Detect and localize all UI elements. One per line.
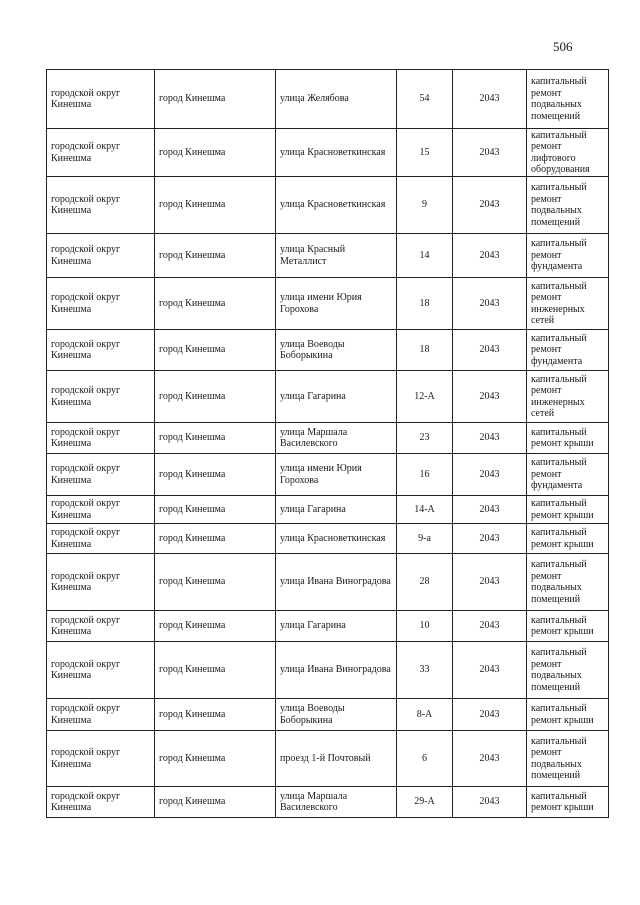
house-number-cell: 29-А: [397, 787, 453, 818]
table-row: [47, 554, 609, 611]
work-type-cell: капитальный ремонт подвальных помещений: [527, 554, 609, 611]
work-type-cell: капитальный ремонт фундамента: [527, 454, 609, 496]
year-cell: 2043: [453, 554, 527, 611]
table-row: [47, 524, 609, 554]
year-cell: 2043: [453, 70, 527, 129]
street-cell: улица имени Юрия Горохова: [276, 454, 397, 496]
street-cell: улица Гагарина: [276, 496, 397, 524]
year-cell: 2043: [453, 454, 527, 496]
year-cell: 2043: [453, 330, 527, 371]
settlement-cell: город Кинешма: [155, 524, 276, 554]
street-cell: улица Гагарина: [276, 611, 397, 642]
municipality-cell: городской округ Кинешма: [47, 177, 155, 234]
table-row: [47, 129, 609, 177]
year-cell: 2043: [453, 423, 527, 454]
work-type-cell: капитальный ремонт подвальных помещений: [527, 731, 609, 787]
house-number-cell: 18: [397, 330, 453, 371]
work-type-cell: капитальный ремонт подвальных помещений: [527, 70, 609, 129]
settlement-cell: город Кинешма: [155, 177, 276, 234]
street-cell: проезд 1-й Почтовый: [276, 731, 397, 787]
settlement-cell: город Кинешма: [155, 642, 276, 699]
table-row: [47, 371, 609, 423]
page-number: 506: [553, 39, 573, 54]
table-row: [47, 699, 609, 731]
year-cell: 2043: [453, 234, 527, 278]
municipality-cell: городской округ Кинешма: [47, 423, 155, 454]
settlement-cell: город Кинешма: [155, 699, 276, 731]
settlement-cell: город Кинешма: [155, 454, 276, 496]
municipality-cell: городской округ Кинешма: [47, 330, 155, 371]
year-cell: 2043: [453, 787, 527, 818]
street-cell: улица Воеводы Боборыкина: [276, 699, 397, 731]
table-row: [47, 278, 609, 330]
work-type-cell: капитальный ремонт фундамента: [527, 330, 609, 371]
settlement-cell: город Кинешма: [155, 278, 276, 330]
year-cell: 2043: [453, 129, 527, 177]
work-type-cell: капитальный ремонт фундамента: [527, 234, 609, 278]
street-cell: улица Гагарина: [276, 371, 397, 423]
settlement-cell: город Кинешма: [155, 330, 276, 371]
municipality-cell: городской округ Кинешма: [47, 496, 155, 524]
settlement-cell: город Кинешма: [155, 129, 276, 177]
house-number-cell: 6: [397, 731, 453, 787]
work-type-cell: капитальный ремонт подвальных помещений: [527, 177, 609, 234]
year-cell: 2043: [453, 611, 527, 642]
house-number-cell: 15: [397, 129, 453, 177]
street-cell: улица Ивана Виноградова: [276, 642, 397, 699]
settlement-cell: город Кинешма: [155, 787, 276, 818]
year-cell: 2043: [453, 731, 527, 787]
year-cell: 2043: [453, 524, 527, 554]
municipality-cell: городской округ Кинешма: [47, 70, 155, 129]
street-cell: улица Желябова: [276, 70, 397, 129]
street-cell: улица имени Юрия Горохова: [276, 278, 397, 330]
house-number-cell: 16: [397, 454, 453, 496]
municipality-cell: городской округ Кинешма: [47, 731, 155, 787]
municipality-cell: городской округ Кинешма: [47, 278, 155, 330]
house-number-cell: 14: [397, 234, 453, 278]
house-number-cell: 23: [397, 423, 453, 454]
house-number-cell: 28: [397, 554, 453, 611]
table-row: [47, 330, 609, 371]
year-cell: 2043: [453, 177, 527, 234]
street-cell: улица Красноветкинская: [276, 524, 397, 554]
table-row: [47, 423, 609, 454]
work-type-cell: капитальный ремонт крыши: [527, 787, 609, 818]
house-number-cell: 14-А: [397, 496, 453, 524]
settlement-cell: город Кинешма: [155, 371, 276, 423]
municipality-cell: городской округ Кинешма: [47, 371, 155, 423]
municipality-cell: городской округ Кинешма: [47, 234, 155, 278]
work-type-cell: капитальный ремонт крыши: [527, 496, 609, 524]
municipality-cell: городской округ Кинешма: [47, 611, 155, 642]
house-number-cell: 8-А: [397, 699, 453, 731]
municipality-cell: городской округ Кинешма: [47, 787, 155, 818]
house-number-cell: 12-А: [397, 371, 453, 423]
year-cell: 2043: [453, 642, 527, 699]
street-cell: улица Ивана Виноградова: [276, 554, 397, 611]
settlement-cell: город Кинешма: [155, 70, 276, 129]
municipality-cell: городской округ Кинешма: [47, 642, 155, 699]
settlement-cell: город Кинешма: [155, 496, 276, 524]
work-type-cell: капитальный ремонт крыши: [527, 524, 609, 554]
house-number-cell: 54: [397, 70, 453, 129]
repair-schedule-table: [46, 69, 609, 818]
table-row: [47, 787, 609, 818]
table-row: [47, 177, 609, 234]
work-type-cell: капитальный ремонт инженерных сетей: [527, 371, 609, 423]
settlement-cell: город Кинешма: [155, 611, 276, 642]
municipality-cell: городской округ Кинешма: [47, 129, 155, 177]
work-type-cell: капитальный ремонт лифтового оборудования: [527, 129, 609, 177]
street-cell: улица Маршала Василевского: [276, 423, 397, 454]
year-cell: 2043: [453, 371, 527, 423]
table-row: [47, 731, 609, 787]
settlement-cell: город Кинешма: [155, 234, 276, 278]
settlement-cell: город Кинешма: [155, 554, 276, 611]
street-cell: улица Красный Металлист: [276, 234, 397, 278]
table-row: [47, 642, 609, 699]
work-type-cell: капитальный ремонт крыши: [527, 423, 609, 454]
settlement-cell: город Кинешма: [155, 731, 276, 787]
house-number-cell: 9: [397, 177, 453, 234]
work-type-cell: капитальный ремонт инженерных сетей: [527, 278, 609, 330]
municipality-cell: городской округ Кинешма: [47, 554, 155, 611]
municipality-cell: городской округ Кинешма: [47, 699, 155, 731]
municipality-cell: городской округ Кинешма: [47, 454, 155, 496]
street-cell: улица Красноветкинская: [276, 129, 397, 177]
year-cell: 2043: [453, 496, 527, 524]
house-number-cell: 33: [397, 642, 453, 699]
house-number-cell: 9-а: [397, 524, 453, 554]
table-row: [47, 454, 609, 496]
year-cell: 2043: [453, 699, 527, 731]
settlement-cell: город Кинешма: [155, 423, 276, 454]
house-number-cell: 10: [397, 611, 453, 642]
table-row: [47, 70, 609, 129]
table-row: [47, 234, 609, 278]
street-cell: улица Маршала Василевского: [276, 787, 397, 818]
work-type-cell: капитальный ремонт подвальных помещений: [527, 642, 609, 699]
table-row: [47, 496, 609, 524]
year-cell: 2043: [453, 278, 527, 330]
table-row: [47, 611, 609, 642]
work-type-cell: капитальный ремонт крыши: [527, 699, 609, 731]
work-type-cell: капитальный ремонт крыши: [527, 611, 609, 642]
house-number-cell: 18: [397, 278, 453, 330]
municipality-cell: городской округ Кинешма: [47, 524, 155, 554]
street-cell: улица Красноветкинская: [276, 177, 397, 234]
street-cell: улица Воеводы Боборыкина: [276, 330, 397, 371]
